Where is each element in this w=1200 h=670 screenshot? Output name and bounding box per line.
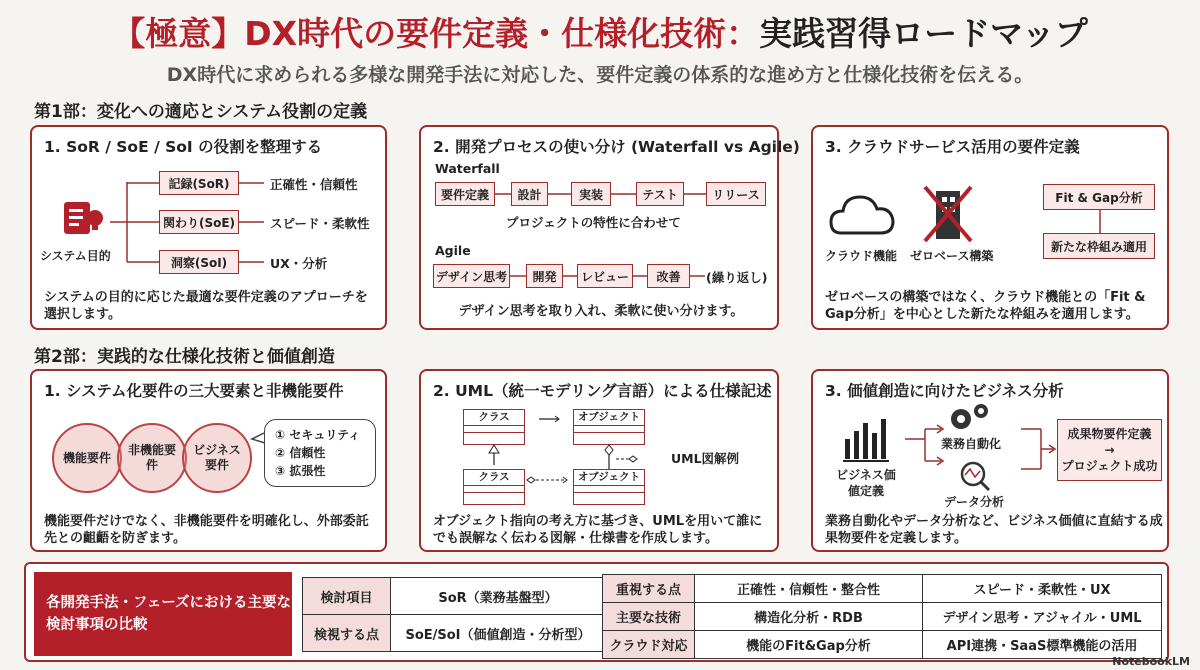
result-box: 成果物要件定義 → プロジェクト成功	[1057, 419, 1162, 481]
chart-icon	[843, 419, 889, 461]
system-purpose-label: システム目的	[40, 249, 111, 263]
table-row: 重視する点 正確性・信頼性・整合性 スピード・柔軟性・UX	[603, 575, 1162, 603]
uml-class-box: クラス	[463, 409, 525, 445]
process-note: プロジェクトの特性に合わせて	[506, 215, 681, 230]
card-description: 機能要件だけでなく、非機能要件を明確化し、外部委託先との齟齬を防ぎます。	[44, 514, 369, 546]
card-dev-process	[419, 125, 800, 330]
comparison-heading: 各開発手法・フェーズにおける主要な検討事項の比較	[34, 572, 292, 656]
uml-example-label: UML図解例	[671, 451, 740, 466]
card-description: ゼロベースの構築ではなく、クラウド機能との「Fit & Gap分析」を中心とした新たな枠組みを適用します。	[825, 290, 1146, 322]
agile-step-improve: 改善	[647, 264, 690, 288]
card-title: 2. 開発プロセスの使い分け (Waterfall vs Agile)	[433, 138, 800, 156]
soe-value: スピード・柔軟性	[270, 216, 370, 231]
wf-step-implement: 実装	[571, 182, 611, 206]
card-title: 1. SoR / SoE / SoI の役割を整理する	[44, 138, 323, 156]
card-requirements	[30, 369, 387, 552]
business-circle: ビジネス要件	[182, 423, 252, 493]
table-row: 検討項目 SoR（業務基盤型）	[303, 578, 606, 615]
comparison-panel	[24, 562, 1169, 662]
comparison-left-table	[302, 577, 606, 652]
card-title: 1. システム化要件の三大要素と非機能要件	[44, 382, 344, 400]
waterfall-label: Waterfall	[435, 161, 500, 176]
data-analysis-label: データ分析	[944, 495, 1005, 509]
agile-step-review: レビュー	[577, 264, 633, 288]
cloud-label: クラウド機能	[825, 249, 898, 263]
agile-step-dev: 開発	[526, 264, 563, 288]
card-business-analysis	[811, 369, 1169, 552]
part1-heading: 第1部：変化への適応とシステム役割の定義	[34, 102, 368, 122]
table-row: 検視する点 SoE/SoI（価値創造・分析型）	[303, 615, 606, 652]
new-frame-box: 新たな枠組み適用	[1043, 233, 1155, 259]
soi-value: UX・分析	[270, 256, 328, 271]
comparison-right-table	[602, 574, 1162, 659]
card-title: 3. クラウドサービス活用の要件定義	[825, 138, 1080, 156]
card-system-roles	[30, 125, 387, 330]
zero-base-label: ゼロベース構築	[910, 249, 994, 263]
agile-repeat: (繰り返し)	[706, 270, 768, 285]
agile-label: Agile	[435, 243, 471, 258]
gear-icon	[951, 404, 988, 429]
wf-step-release: リリース	[706, 182, 766, 206]
wf-step-requirements: 要件定義	[435, 182, 495, 206]
card-uml	[419, 369, 779, 552]
card-description: オブジェクト指向の考え方に基づき、UMLを用いて誰にでも誤解なく伝わる図解・仕様書を作成します。	[433, 514, 763, 546]
page-title	[0, 8, 1200, 55]
nonfunctional-circle: 非機能要件	[117, 423, 187, 493]
card-description: システムの目的に応じた最適な要件定義のアプローチを選択します。	[44, 290, 368, 322]
card-description: 業務自動化やデータ分析など、ビジネス価値に直結する成果物要件を定義します。	[825, 514, 1163, 546]
title-rest: 実践習得ロードマップ	[759, 14, 1088, 53]
sor-box: 記録(SoR)	[159, 171, 239, 195]
sor-value: 正確性・信頼性	[270, 177, 358, 192]
functional-circle: 機能要件	[52, 423, 122, 493]
table-row: 主要な技術 構造化分析・RDB デザイン思考・アジャイル・UML	[603, 603, 1162, 631]
soi-box: 洞察(SoI)	[159, 250, 239, 274]
analysis-icon	[962, 463, 989, 490]
business-value-label: ビジネス価値定義	[836, 468, 896, 498]
notebooklm-logo: NotebookLM	[1112, 655, 1190, 668]
card-title: 2. UML（統一モデリング言語）による仕様記述	[433, 382, 772, 400]
part2-heading: 第2部：実践的な仕様化技術と価値創造	[34, 347, 335, 367]
uml-object-box: オブジェクト	[573, 409, 645, 445]
nonfunctional-list: ① セキュリティ ② 信頼性 ③ 拡張性	[264, 419, 376, 487]
table-row: クラウド対応 機能のFit&Gap分析 API連携・SaaS標準機能の活用	[603, 631, 1162, 659]
wf-step-design: 設計	[511, 182, 548, 206]
card-cloud	[811, 125, 1169, 330]
agile-step-design-thinking: デザイン思考	[433, 264, 510, 288]
card-title: 3. 価値創造に向けたビジネス分析	[825, 382, 1064, 400]
card-description: デザイン思考を取り入れ、柔軟に使い分けます。	[458, 304, 744, 319]
uml-class-box-2: クラス	[463, 469, 525, 505]
automation-label: 業務自動化	[941, 437, 1002, 451]
page-subtitle: DX時代に求められる多様な開発手法に対応した、要件定義の体系的な進め方と仕様化技術を伝える。	[166, 64, 1034, 86]
fit-gap-box: Fit & Gap分析	[1043, 184, 1155, 210]
cloud-icon	[831, 197, 893, 233]
soe-box: 関わり(SoE)	[159, 210, 239, 234]
uml-object-box-2: オブジェクト	[573, 469, 645, 505]
title-accent: 【極意】DX時代の要件定義・仕様化技術：	[112, 14, 760, 53]
wf-step-test: テスト	[636, 182, 684, 206]
